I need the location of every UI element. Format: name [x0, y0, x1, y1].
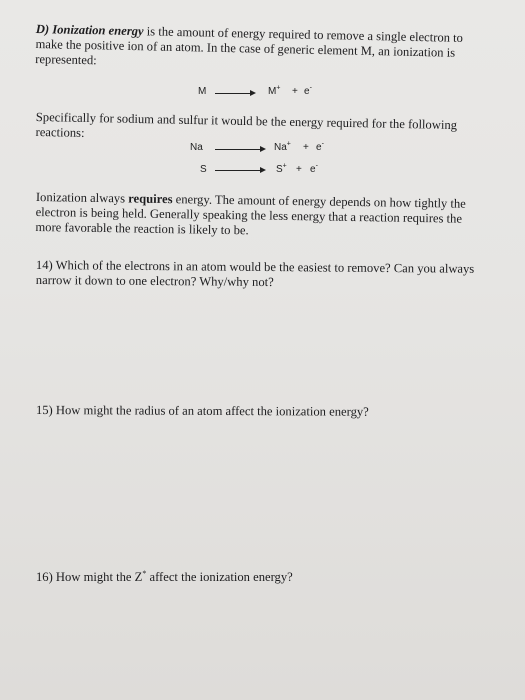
specific-text: Specifically for sodium and sulfur it would be the energy required for the following reactions: [35, 110, 458, 140]
eq-s-arrow [215, 170, 261, 171]
eq-generic-electron: e- [304, 84, 312, 97]
bold-requires: requires [128, 191, 173, 207]
question-15: 15) How might the radius of an atom affect the ionization energy? [35, 403, 369, 419]
eq-na-reactant: Na [190, 142, 203, 153]
eq-generic-product: M+ [268, 84, 281, 97]
eq-na-electron: e- [316, 140, 324, 153]
eq-na-product: Na+ [274, 140, 291, 153]
ionization-paragraph: Ionization always requires energy. The amount of energy depends on how tightly the electron is being held. Generally speaking the less energy that a reaction requires the more favorable the reaction is likely to be. [35, 190, 466, 238]
eq-na-plus: + [303, 142, 309, 153]
eq-s-product: S+ [276, 162, 287, 175]
section-heading: D) Ionization energy [35, 22, 144, 39]
section-intro [35, 22, 476, 76]
section-intro-text: is the amount of energy required to remove a single electron to make the positive ion of an atom. In the case of generic element M, an ionization is represented: [35, 24, 464, 68]
eq-na-arrow [215, 149, 261, 150]
question-14: 14) Which of the electrons in an atom would be the easiest to remove? Can you always narrow it down to one electron? Why/why not? [35, 258, 475, 290]
eq-generic-plus: + [292, 86, 298, 97]
eq-generic-reactant: M [198, 86, 207, 97]
eq-s-electron: e- [310, 162, 318, 175]
eq-generic-arrow [215, 93, 251, 94]
question-16: 16) How might the Z* affect the ionization energy? [36, 568, 293, 584]
eq-s-plus: + [296, 164, 302, 175]
eq-s-reactant: S [200, 164, 207, 175]
